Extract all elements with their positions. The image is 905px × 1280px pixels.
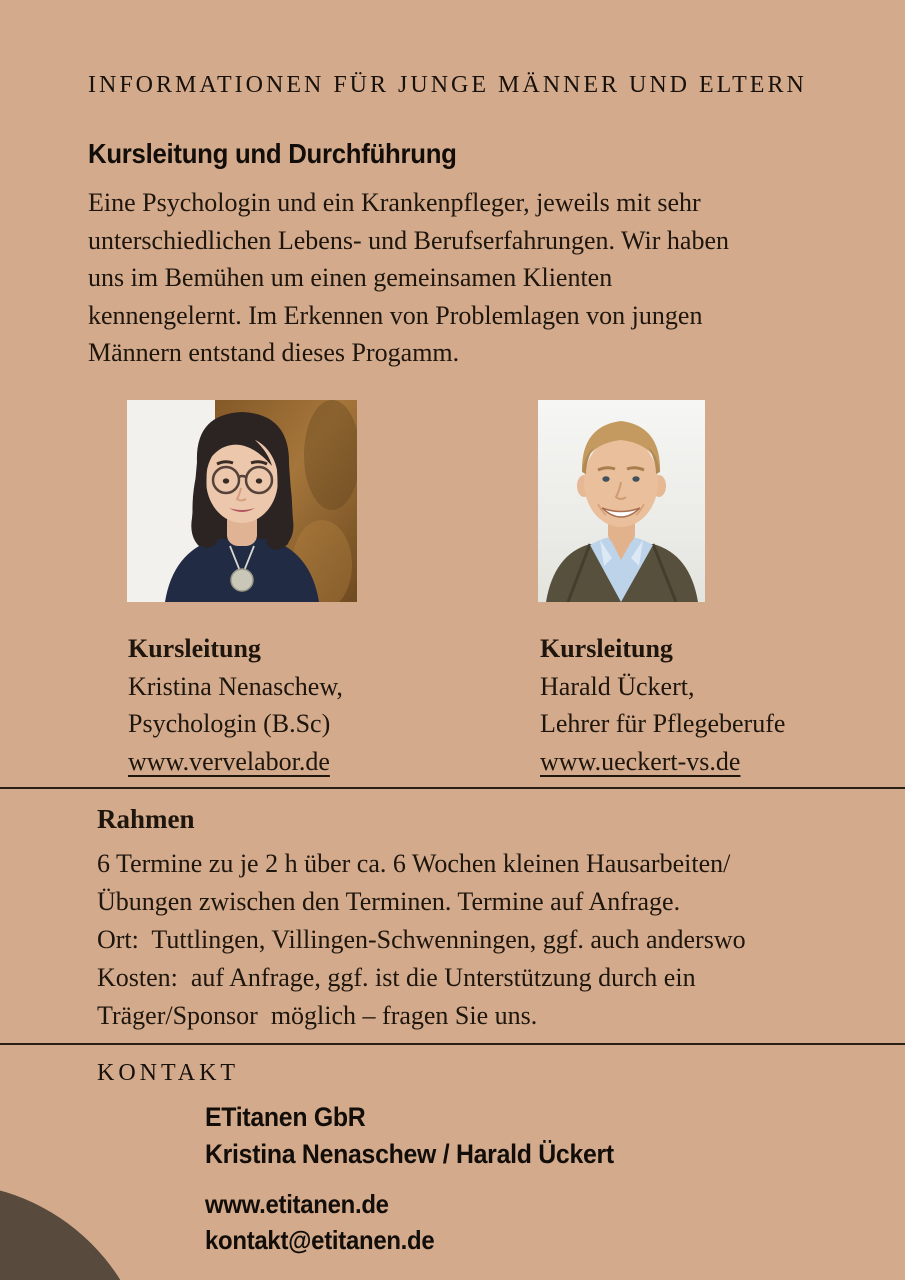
paragraph-line: uns im Bemühen um einen gemeinsamen Klienten (88, 263, 613, 292)
contact-links-block (205, 1186, 434, 1258)
rahmen-line: Ort: Tuttlingen, Villingen-Schwenningen, ggf. auch anderswo (97, 925, 746, 954)
rahmen-line: 6 Termine zu je 2 h über ca. 6 Wochen kleinen Hausarbeiten/ (97, 849, 731, 878)
kursleitung-paragraph (88, 184, 848, 372)
contact-company: ETitanen GbR (205, 1102, 366, 1132)
contact-email: kontakt@etitanen.de (205, 1225, 435, 1255)
leader-card-harald (540, 630, 785, 780)
paragraph-line: kennengelernt. Im Erkennen von Problemlagen von jungen (88, 300, 703, 330)
section-kontakt-label: KONTAKT (97, 1060, 240, 1086)
rahmen-line: Kosten: auf Anfrage, ggf. ist die Unterstützung durch ein (97, 963, 696, 992)
paragraph-line: unterschiedlichen Lebens- und Berufserfahrungen. Wir haben (88, 225, 730, 255)
contact-persons: Kristina Nenaschew / Harald Ückert (205, 1139, 614, 1169)
section-rahmen-title: Rahmen (97, 804, 195, 834)
leader-profession: Lehrer für Pflegeberufe (540, 709, 786, 738)
paragraph-line: Männern entstand dieses Progamm. (88, 338, 460, 367)
role-label: Kursleitung (540, 634, 673, 663)
contact-names-block (205, 1099, 614, 1173)
paragraph-line: Eine Psychologin und ein Krankenpfleger, jeweils mit sehr (88, 188, 701, 217)
leader-name: Harald Ückert, (540, 671, 695, 701)
section-divider (0, 787, 905, 789)
portrait-photo-harald (538, 400, 705, 602)
page-title: INFORMATIONEN FÜR JUNGE MÄNNER UND ELTERN (88, 72, 807, 98)
section-divider (0, 1043, 905, 1045)
role-label: Kursleitung (128, 634, 261, 663)
portrait-photo-kristina (127, 400, 357, 602)
leader-name: Kristina Nenaschew, (128, 671, 343, 701)
rahmen-line: Träger/Sponsor möglich – fragen Sie uns. (97, 1001, 538, 1030)
contact-website: www.etitanen.de (205, 1189, 389, 1219)
decorative-corner-blob (0, 1183, 152, 1280)
rahmen-details (97, 845, 897, 1035)
leader-website-link[interactable]: www.vervelabor.de (128, 746, 330, 776)
leader-card-kristina (128, 630, 343, 780)
rahmen-line: Übungen zwischen den Terminen. Termine auf Anfrage. (97, 887, 681, 916)
leader-profession: Psychologin (B.Sc) (128, 709, 331, 738)
leader-website-link[interactable]: www.ueckert-vs.de (540, 746, 741, 776)
section-kursleitung-title: Kursleitung und Durchführung (88, 138, 457, 169)
